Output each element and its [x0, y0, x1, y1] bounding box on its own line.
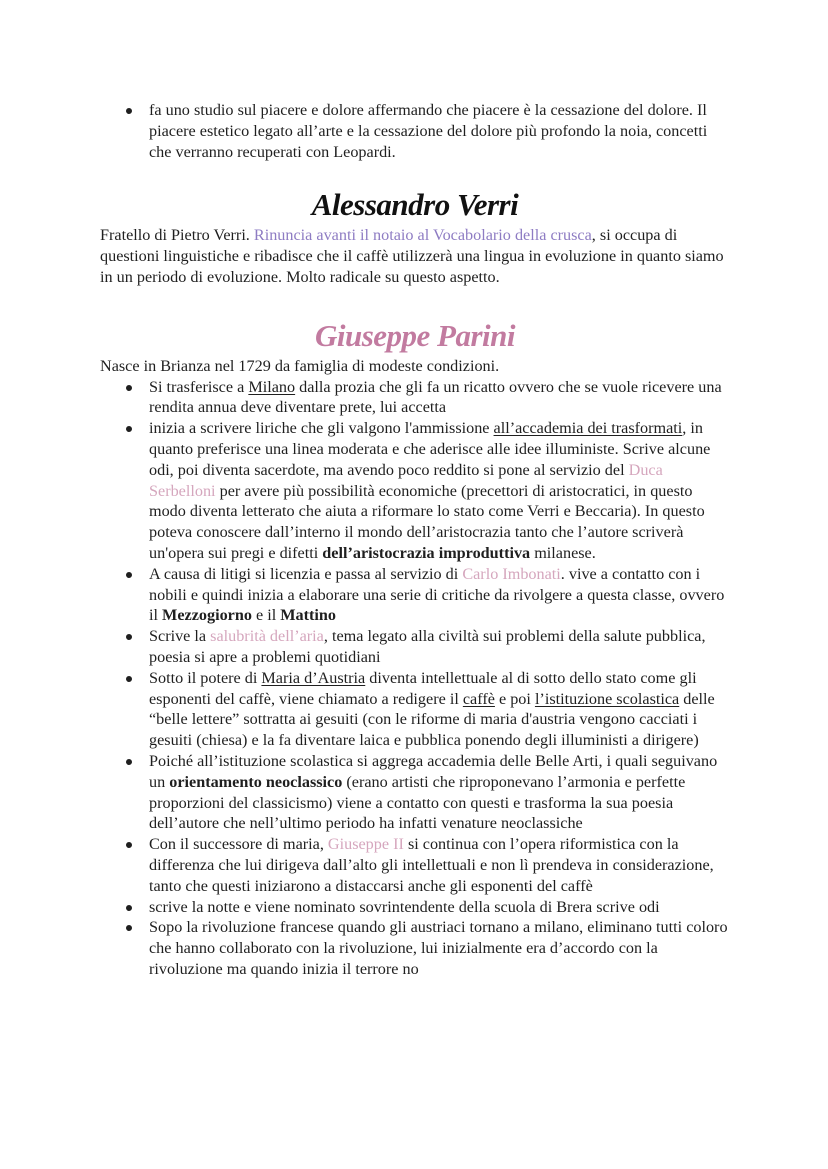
bullet-item [149, 564, 730, 626]
underlined-text: all’accademia dei trasformati [493, 419, 683, 438]
text-segment: si continua con l’opera riformistica con la differenza che lui dirigeva dall’alto gli intellettuali e non lì prendeva in considerazione, tanto che questi iniziarono a distaccarsi anche gli esponenti del caffè [149, 835, 714, 895]
bullet-item [149, 100, 730, 162]
parini-intro-paragraph [100, 356, 730, 377]
underlined-text: caffè [462, 689, 495, 708]
text-segment: A causa di litigi si licenzia e passa al servizio di [149, 564, 463, 583]
text-segment: delle “belle lettere” sottratta ai gesuiti (con le riforme di maria d'austria vengono cacciati i gesuiti (chiesa) e la fa diventare laica e pubblica ponendo degli illuministi a dirigere) [149, 689, 715, 750]
bullet-item [149, 377, 730, 419]
bullet-item [149, 834, 730, 896]
underlined-text: l’istituzione scolastica [534, 689, 680, 708]
bold-text: Mezzogiorno [162, 606, 252, 625]
bullet-item [149, 418, 730, 564]
text-segment: Si trasferisce a [149, 377, 249, 396]
text-segment: e il [251, 606, 281, 625]
text-segment: (erano artisti che riproponevano l’armonia e perfette proporzioni del classicismo) viene a contatto con questi e trasforma la sua poesia dell’autore che nell’ultimo periodo ha infatti venature neoclassiche [149, 772, 686, 833]
section-heading-giuseppe-parini: Giuseppe Parini [314, 317, 516, 353]
bold-text: orientamento neoclassico [169, 772, 343, 791]
text-segment: fa uno studio sul piacere e dolore affermando che piacere è la cessazione del dolore. Il piacere estetico legato all’arte e la cessazione del dolore più profondo la noia, concetti che verranno recuperati con Leopardi. [149, 101, 708, 161]
underlined-text: Milano [248, 377, 296, 396]
underlined-text: Maria d’Austria [261, 668, 366, 687]
text-segment: diventa intellettuale al di sotto dello stato come gli esponenti del caffè, viene chiamato a redigere il [149, 668, 697, 708]
parini-bullet-list [100, 377, 730, 980]
text-segment: Poiché all’istituzione scolastica si aggrega accademia delle Belle Arti, i quali seguivano un [149, 751, 718, 791]
document-page [100, 100, 730, 980]
section-heading-alessandro-verri: Alessandro Verri [311, 187, 519, 223]
highlighted-text: salubrità dell’aria [210, 627, 324, 646]
highlighted-text: Giuseppe II [327, 835, 404, 854]
text-segment: Sopo la rivoluzione francese quando gli austriaci tornano a milano, eliminano tutti coloro che hanno collaborato con la rivoluzione, lui inizialmente era d’accordo con la rivoluzione ma quando inizia il terrore no [149, 918, 728, 978]
text-segment: , tema legato alla civiltà sui problemi della salute pubblica, poesia si apre a problemi quotidiani [149, 627, 706, 666]
bullet-item [149, 751, 730, 834]
text-segment: Con il successore di maria, [149, 835, 328, 854]
text-segment: per avere più possibilità economiche (precettori di aristocratici, in questo modo diventa letterato che aiuta a riformare lo stato come Verri e Beccaria). In questo poteva conoscere dall’interno il mondo dell’aristocrazia tanto che l’autore scriverà un'opera sui pregi e difetti [149, 481, 705, 562]
bullet-item [149, 897, 730, 918]
highlighted-text: Duca Serbelloni [149, 460, 663, 500]
bullet-item [149, 917, 730, 979]
highlighted-text: Carlo Imbonati [462, 564, 561, 583]
text-segment: Nasce in Brianza nel 1729 da famiglia di modeste condizioni. [100, 356, 500, 375]
text-segment: , in quanto preferisce una linea moderata e che aderisce alle idee illuministe. Scrive alcune odi, poi diventa sacerdote, ma avendo poco reddito si pone al servizio del [149, 419, 711, 479]
highlighted-text: Rinuncia avanti il notaio al Vocabolario della crusca [253, 226, 592, 245]
text-segment: inizia a scrivere liriche che gli valgono l'ammissione [149, 419, 494, 438]
text-segment: Scrive la [149, 627, 211, 646]
bold-text: Mattino [280, 606, 337, 625]
text-segment: e poi [494, 689, 535, 708]
bold-text: dell’aristocrazia improduttiva [322, 543, 531, 562]
text-segment: scrive la notte e viene nominato sovrintendente della scuola di Brera scrive odi [149, 897, 660, 916]
text-segment: . vive a contatto con i nobili e quindi inizia a elaborare una serie di critiche da rivolgere a questa classe, ovvero il [149, 564, 725, 625]
text-segment: , si occupa di questioni linguistiche e ribadisce che il caffè utilizzerà una lingua in evoluzione in quanto siamo in un periodo di evoluzione. Molto radicale su questo aspetto. [100, 226, 724, 286]
text-segment: milanese. [530, 543, 596, 562]
bullet-item [149, 668, 730, 751]
text-segment: Sotto il potere di [149, 668, 262, 687]
verri-paragraph [100, 225, 730, 287]
bullet-item [149, 626, 730, 668]
text-segment: dalla prozia che gli fa un ricatto ovvero che se vuole ricevere una rendita annua deve diventare prete, lui accetta [149, 377, 722, 417]
intro-bullet-list [100, 100, 730, 162]
text-segment: Fratello di Pietro Verri. [100, 226, 254, 245]
